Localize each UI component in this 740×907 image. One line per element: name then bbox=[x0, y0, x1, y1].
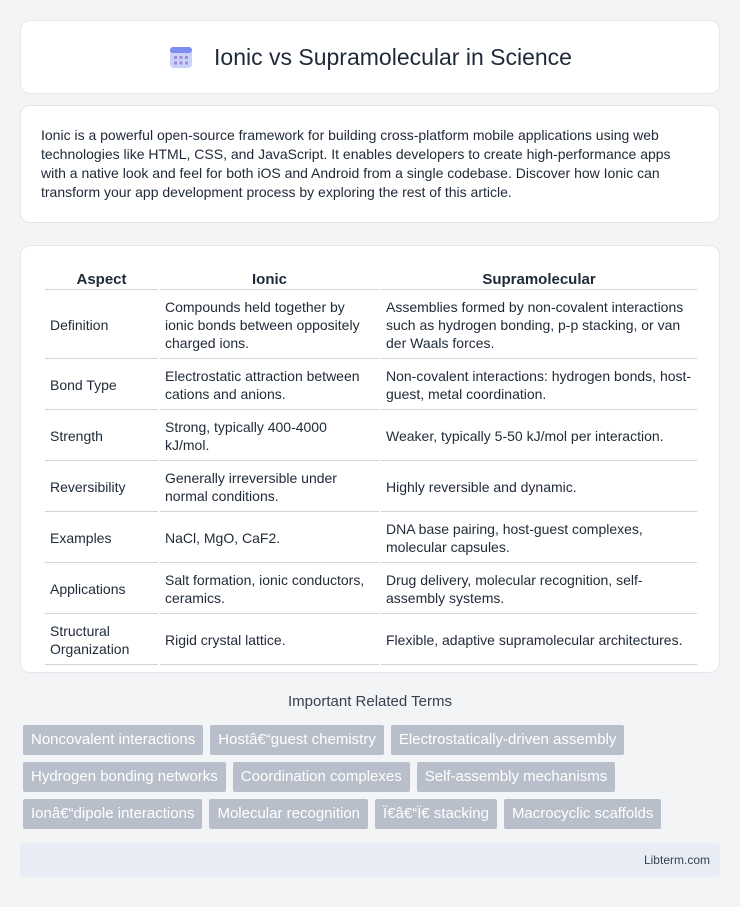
calendar-icon bbox=[168, 44, 194, 70]
related-term-tag[interactable]: Macrocyclic scaffolds bbox=[504, 799, 661, 829]
related-term-tag[interactable]: Noncovalent interactions bbox=[23, 725, 203, 755]
cell-supramolecular: Highly reversible and dynamic. bbox=[381, 463, 697, 512]
cell-aspect: Structural Organization bbox=[45, 616, 158, 665]
footer-site-link[interactable]: Libterm.com bbox=[643, 853, 710, 867]
cell-supramolecular: Assemblies formed by non-covalent interactions such as hydrogen bonding, p-p stacking, or van der Waals forces. bbox=[381, 292, 697, 359]
cell-aspect: Examples bbox=[45, 514, 158, 563]
cell-ionic: NaCl, MgO, CaF2. bbox=[160, 514, 379, 563]
table-row bbox=[45, 616, 697, 665]
related-term-tag[interactable]: Hostâ€“guest chemistry bbox=[210, 725, 384, 755]
related-terms-list bbox=[23, 725, 723, 836]
cell-ionic: Generally irreversible under normal conditions. bbox=[160, 463, 379, 512]
cell-supramolecular: Non-covalent interactions: hydrogen bonds, host-guest, metal coordination. bbox=[381, 361, 697, 410]
table-row bbox=[45, 361, 697, 410]
table-header-row bbox=[45, 268, 697, 290]
cell-aspect: Reversibility bbox=[45, 463, 158, 512]
page-title: Ionic vs Supramolecular in Science bbox=[214, 43, 572, 70]
tag-row bbox=[23, 762, 723, 792]
related-term-tag[interactable]: Ionâ€“dipole interactions bbox=[23, 799, 202, 829]
cell-ionic: Salt formation, ionic conductors, ceramics. bbox=[160, 565, 379, 614]
cell-aspect: Definition bbox=[45, 292, 158, 359]
table-row bbox=[45, 412, 697, 461]
cell-ionic: Rigid crystal lattice. bbox=[160, 616, 379, 665]
cell-aspect: Bond Type bbox=[45, 361, 158, 410]
header-ionic: Ionic bbox=[160, 268, 379, 290]
title-card bbox=[20, 20, 720, 94]
related-term-tag[interactable]: Coordination complexes bbox=[233, 762, 410, 792]
intro-card bbox=[20, 105, 720, 223]
cell-supramolecular: Drug delivery, molecular recognition, self-assembly systems. bbox=[381, 565, 697, 614]
related-term-tag[interactable]: Ï€â€“Ï€ stacking bbox=[375, 799, 497, 829]
tag-row bbox=[23, 799, 723, 829]
header-supramolecular: Supramolecular bbox=[381, 268, 697, 290]
footer bbox=[20, 843, 720, 877]
comparison-table bbox=[43, 266, 699, 667]
tag-row bbox=[23, 725, 723, 755]
cell-ionic: Electrostatic attraction between cations and anions. bbox=[160, 361, 379, 410]
header-aspect: Aspect bbox=[45, 268, 158, 290]
cell-supramolecular: Weaker, typically 5-50 kJ/mol per interaction. bbox=[381, 412, 697, 461]
table-row bbox=[45, 292, 697, 359]
related-term-tag[interactable]: Self-assembly mechanisms bbox=[417, 762, 616, 792]
table-row bbox=[45, 514, 697, 563]
cell-supramolecular: Flexible, adaptive supramolecular architectures. bbox=[381, 616, 697, 665]
comparison-table-card bbox=[20, 245, 720, 673]
related-term-tag[interactable]: Electrostatically-driven assembly bbox=[391, 725, 625, 755]
related-term-tag[interactable]: Hydrogen bonding networks bbox=[23, 762, 226, 792]
cell-aspect: Applications bbox=[45, 565, 158, 614]
related-terms-title: Important Related Terms bbox=[288, 693, 452, 710]
intro-text: Ionic is a powerful open-source framework for building cross-platform mobile applications using web technologies like HTML, CSS, and JavaScript. It enables developers to create high-performance apps with a native look and feel for both iOS and Android from a single codebase. Discover how Ionic can transform your app development process by exploring the rest of this article. bbox=[41, 127, 671, 200]
cell-supramolecular: DNA base pairing, host-guest complexes, molecular capsules. bbox=[381, 514, 697, 563]
related-term-tag[interactable]: Molecular recognition bbox=[209, 799, 368, 829]
cell-aspect: Strength bbox=[45, 412, 158, 461]
cell-ionic: Compounds held together by ionic bonds between oppositely charged ions. bbox=[160, 292, 379, 359]
table-row bbox=[45, 565, 697, 614]
cell-ionic: Strong, typically 400-4000 kJ/mol. bbox=[160, 412, 379, 461]
table-row bbox=[45, 463, 697, 512]
